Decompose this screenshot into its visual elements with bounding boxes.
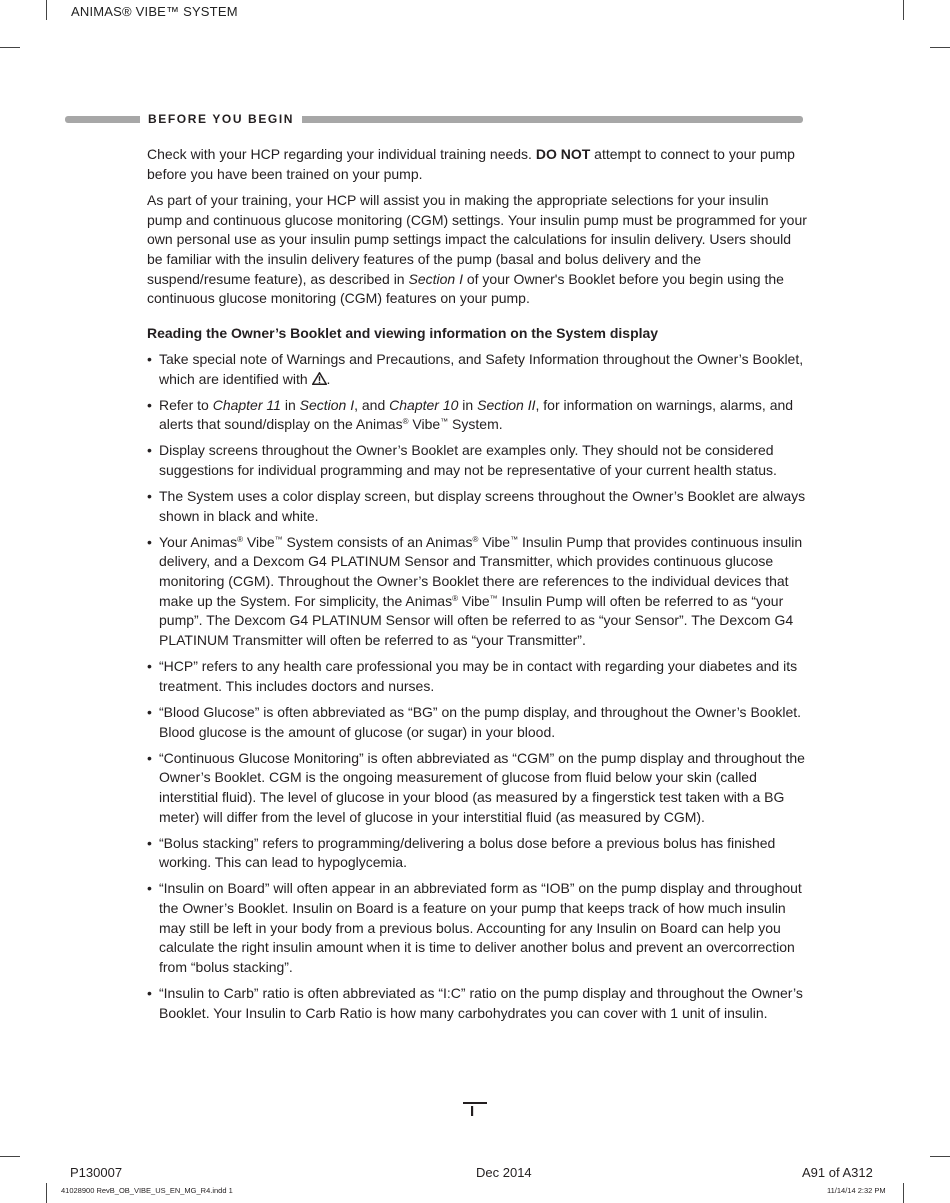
crop-mark bbox=[46, 0, 47, 20]
do-not-emphasis: DO NOT bbox=[535, 146, 591, 162]
footer-page-count: A91 of A312 bbox=[802, 1165, 873, 1180]
print-slug-file: 41028900 RevB_OB_VIBE_US_EN_MG_R4.indd 1 bbox=[61, 1186, 233, 1195]
list-item: • “Insulin to Carb” ratio is often abbreviated as “I:C” ratio on the pump display and throughout the Owner’s Booklet. Your Insulin to Carb Ratio is how many carbohydrates you can cover with 1 unit of insulin. bbox=[147, 984, 807, 1023]
intro-paragraph-1: Check with your HCP regarding your individual training needs. DO NOT attempt to connect to your pump before you have been trained on your pump. bbox=[147, 146, 795, 182]
crop-mark bbox=[930, 47, 950, 48]
footer-document-id: P130007 bbox=[70, 1165, 123, 1180]
list-item: • The System uses a color display screen, but display screens throughout the Owner’s Booklet are always shown in black and white. bbox=[147, 487, 807, 526]
running-header: ANIMAS® VIBE™ SYSTEM bbox=[71, 4, 238, 19]
print-slug-timestamp: 11/14/14 2:32 PM bbox=[827, 1186, 886, 1195]
list-item: • “Blood Glucose” is often abbreviated as “BG” on the pump display, and throughout the Owner’s Booklet. Blood glucose is the amount of glucose (or sugar) in your blood. bbox=[147, 703, 807, 742]
crop-mark bbox=[903, 0, 904, 20]
page-number-rule bbox=[463, 1102, 487, 1104]
bullet-list bbox=[147, 350, 807, 1024]
section-label: BEFORE YOU BEGIN bbox=[140, 109, 302, 129]
list-item: • “Bolus stacking” refers to programming/delivering a bolus dose before a previous bolus has finished working. This can lead to hypoglycemia. bbox=[147, 834, 807, 873]
list-item: • Display screens throughout the Owner’s Booklet are examples only. They should not be considered suggestions for individual programming and may not be representative of your current health status. bbox=[147, 441, 807, 480]
subheading: Reading the Owner’s Booklet and viewing information on the System display bbox=[147, 325, 659, 342]
crop-mark bbox=[0, 47, 20, 48]
warning-triangle-icon bbox=[312, 372, 327, 385]
list-item: • “Continuous Glucose Monitoring” is often abbreviated as “CGM” on the pump display and throughout the Owner’s Booklet. CGM is the ongoing measurement of glucose from fluid below your skin (called interstitial fluid). The level of glucose in your blood (as measured by a fingerstick test taken with a BG meter) will differ from the level of glucose in your interstitial fluid (as measured by CGM). bbox=[147, 749, 807, 828]
list-item: • “Insulin on Board” will often appear in an abbreviated form as “IOB” on the pump display and throughout the Owner’s Booklet. Insulin on Board is a feature on your pump that keeps track of how much insulin may still be left in your body from a previous bolus. Accounting for any Insulin on Board can help you calculate the right insulin amount when it is time to deliver another bolus and prevent an overcorrection from “bolus stacking”. bbox=[147, 879, 807, 978]
list-item: • Your Animas® Vibe™ System consists of an Animas® Vibe™ Insulin Pump that provides continuous insulin delivery, and a Dexcom G4 PLATINUM Sensor and Transmitter, which provides continuous glucose monitoring (CGM). Throughout the Owner’s Booklet there are references to the individual devices that make up the System. For simplicity, the Animas® Vibe™ Insulin Pump will often be referred to as “your pump”. The Dexcom G4 PLATINUM Sensor will often be referred to as “your Sensor”. The Dexcom G4 PLATINUM Transmitter will often be referred to as “your Transmitter”. bbox=[147, 533, 807, 651]
list-item: • Take special note of Warnings and Precautions, and Safety Information throughout the Owner’s Booklet, which are identified with . bbox=[147, 350, 807, 389]
footer-date: Dec 2014 bbox=[476, 1165, 532, 1180]
list-item: • Refer to Chapter 11 in Section I, and Chapter 10 in Section II, for information on warnings, alarms, and alerts that sound/display on the Animas® Vibe™ System. bbox=[147, 396, 807, 435]
crop-mark bbox=[930, 1156, 950, 1157]
crop-mark bbox=[46, 1183, 47, 1203]
intro-paragraph-2: As part of your training, your HCP will assist you in making the appropriate selections for your insulin pump and continuous glucose monitoring (CGM) settings. Your insulin pump must be programmed for your own personal use as your insulin pump settings impact the calculations for insulin delivery. Users should be familiar with the insulin delivery features of the pump (basal and bolus delivery and the suspend/resume feature), as described in Section I of your Owner's Booklet before you begin using the continuous glucose monitoring (CGM) features on your pump. bbox=[147, 191, 807, 307]
body-content bbox=[147, 145, 807, 1030]
crop-mark bbox=[0, 1156, 20, 1157]
list-item: • “HCP” refers to any health care professional you may be in contact with regarding your diabetes and its treatment. This includes doctors and nurses. bbox=[147, 657, 807, 696]
page-number: I bbox=[470, 1103, 475, 1120]
crop-mark bbox=[903, 1183, 904, 1203]
